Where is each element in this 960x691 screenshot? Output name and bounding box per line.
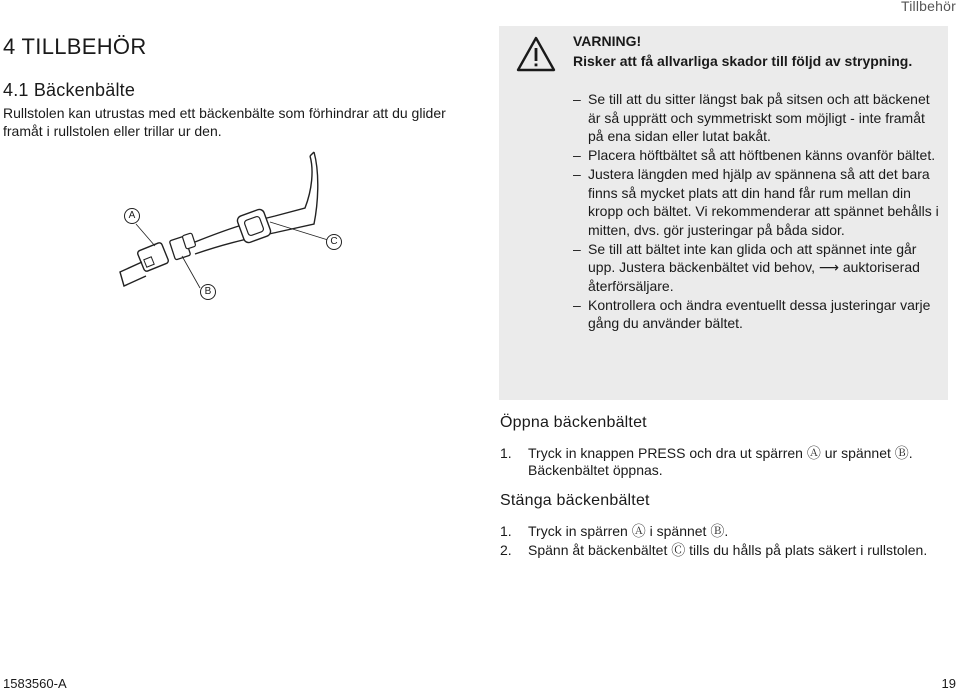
- close-belt-steps: [500, 523, 940, 561]
- step-item: 1. Tryck in knappen PRESS och dra ut spärren Ⓐ ur spännet Ⓑ. Bäckenbältet öppnas.: [500, 445, 913, 478]
- figure-label-b: B: [200, 284, 216, 300]
- open-belt-steps: [500, 445, 940, 481]
- seat-belt-drawing: [100, 150, 360, 310]
- warning-subtitle: Risker att få allvarliga skador till följd av strypning.: [573, 53, 913, 69]
- section-title: 4.1 Bäckenbälte: [3, 80, 136, 100]
- running-header: Tillbehör: [901, 0, 956, 14]
- section-description: Rullstolen kan utrustas med ett bäckenbälte som förhindrar att du glider framåt i rullstolen eller trillar ur den.: [3, 105, 446, 139]
- warning-item: – Justera längden med hjälp av spännena så att det bara finns så mycket plats att din hand får rum mellan din kropp och bältet. Vi rekommenderar att spännet behålls i mitten, dvs. gör justeringar på båda sidor.: [573, 165, 939, 238]
- chapter-title: 4 TILLBEHÖR: [3, 34, 147, 59]
- warning-triangle-icon: [516, 36, 556, 72]
- figure-label-c: C: [326, 234, 342, 250]
- warning-title: VARNING!: [573, 33, 642, 49]
- step-item: 1. Tryck in spärren Ⓐ i spännet Ⓑ.: [500, 523, 729, 539]
- warning-list: [573, 90, 943, 333]
- warning-item: – Kontrollera och ändra eventuellt dessa justeringar varje gång du använder bältet.: [573, 296, 931, 332]
- open-belt-heading: Öppna bäckenbältet: [500, 414, 647, 431]
- warning-item: – Se till att bältet inte kan glida och att spännet inte går upp. Justera bäckenbältet vid behov, ⟶ auktoriserad återförsäljare.: [573, 240, 920, 295]
- close-belt-heading: Stänga bäckenbältet: [500, 492, 650, 509]
- seat-belt-illustration: [100, 150, 360, 310]
- page-number: 19: [941, 676, 956, 691]
- step-item: 2. Spänn åt bäckenbältet Ⓒ tills du hålls på plats säkert i rullstolen.: [500, 542, 928, 558]
- document-id: 1583560-A: [3, 676, 67, 691]
- figure-label-a: A: [124, 208, 140, 224]
- warning-item: – Se till att du sitter längst bak på sitsen och att bäckenet är så upprätt och symmetriskt som möjligt - inte framåt på ena sidan eller lutat bakåt.: [573, 91, 930, 145]
- warning-item: – Placera höftbältet så att höftbenen känns ovanför bältet.: [573, 147, 936, 164]
